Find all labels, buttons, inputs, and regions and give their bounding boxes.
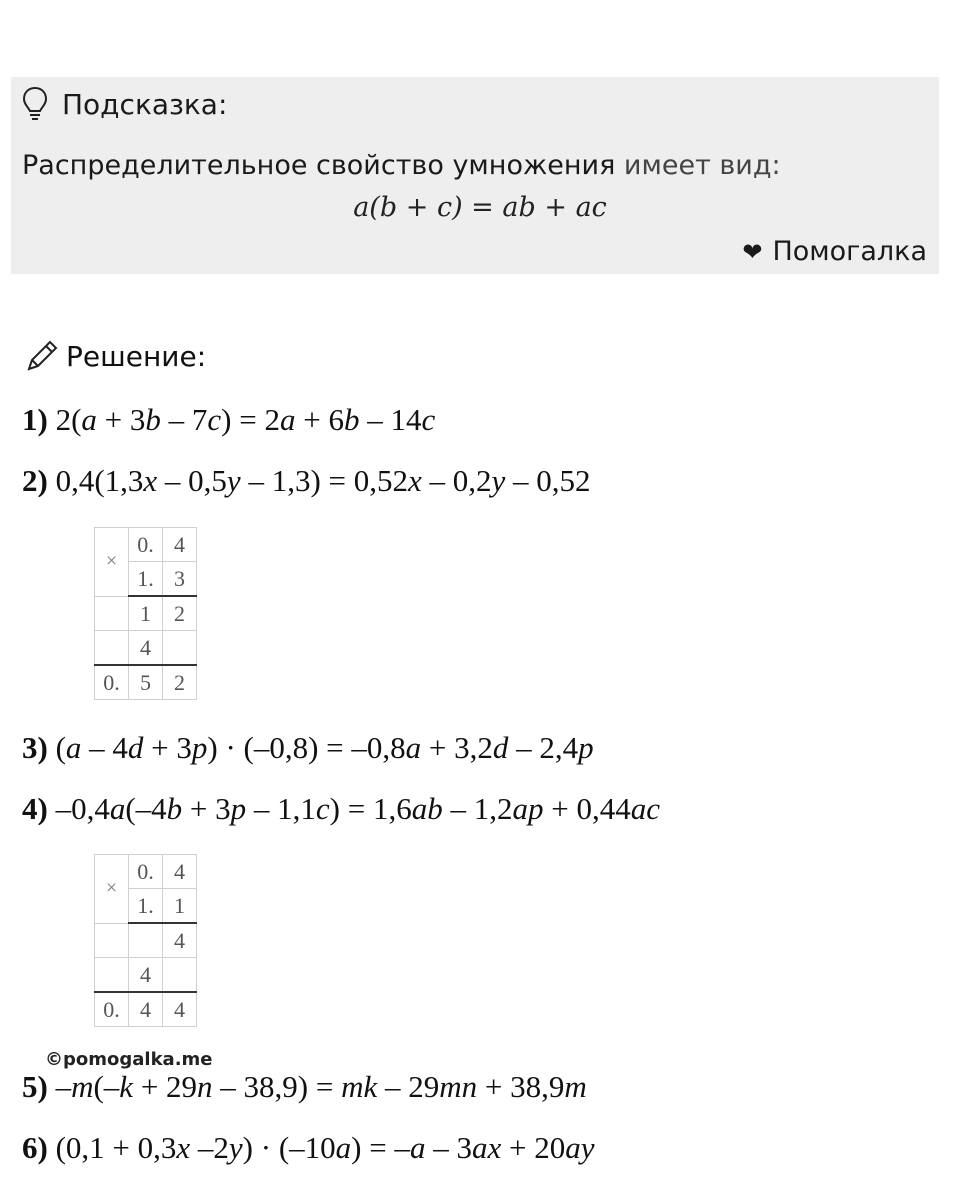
calc-cell (163, 631, 197, 666)
calc-cell: 4 (163, 992, 197, 1027)
heart-icon: ❤ (742, 237, 763, 266)
solution-title (24, 338, 206, 374)
item-expression: (a – 4d + 3p) · (–0,8) = –0,8a + 3,2d – 2,4p (55, 730, 594, 765)
calc-cell: 4 (129, 958, 163, 993)
calc-cell: 4 (163, 528, 197, 562)
distributive-formula: a(b + c) = ab + ac (353, 192, 607, 223)
solution-line-5 (22, 1069, 587, 1105)
calc-cell: 4 (129, 631, 163, 666)
calc-cell: 1. (129, 889, 163, 924)
item-number: 5) (22, 1069, 48, 1104)
brand-label: Помогалка (772, 236, 927, 267)
calc-cell: 5 (129, 665, 163, 700)
hint-text (22, 150, 781, 181)
item-number: 3) (22, 730, 48, 765)
hint-title (22, 84, 227, 124)
calc-cell: 1. (129, 562, 163, 597)
solution-line-2 (22, 463, 591, 499)
item-expression: (0,1 + 0,3x –2y) · (–10a) = –a – 3ax + 20ay (55, 1130, 595, 1165)
item-expression: –0,4a(–4b + 3p – 1,1c) = 1,6ab – 1,2ap + 0,44ac (55, 791, 660, 826)
hint-text-main: Распределительное свойство умножения (22, 150, 616, 181)
multiply-sign: × (95, 528, 129, 597)
calc-cell: 0. (95, 992, 129, 1027)
item-number: 2) (22, 463, 48, 498)
calc-cell (95, 631, 129, 666)
column-multiplication-2 (94, 854, 197, 1027)
solution-line-6 (22, 1130, 594, 1166)
calc-cell (95, 596, 129, 631)
calc-cell: 0. (95, 665, 129, 700)
calc-cell: 0. (129, 528, 163, 562)
solution-line-4 (22, 791, 660, 827)
item-expression: 0,4(1,3x – 0,5y – 1,3) = 0,52x – 0,2y – 0,52 (55, 463, 591, 498)
hint-title-text: Подсказка: (62, 87, 228, 121)
watermark: ©pomogalka.me (45, 1049, 213, 1070)
calc-cell: 3 (163, 562, 197, 597)
item-expression: 2(a + 3b – 7c) = 2a + 6b – 14c (55, 402, 436, 437)
column-multiplication-1 (94, 527, 197, 700)
brand (742, 236, 927, 267)
item-number: 1) (22, 402, 48, 437)
calc-cell (95, 923, 129, 958)
multiply-sign: × (95, 855, 129, 924)
item-number: 6) (22, 1130, 48, 1165)
calc-cell: 2 (163, 665, 197, 700)
calc-cell: 4 (129, 992, 163, 1027)
calc-cell: 1 (163, 889, 197, 924)
solution-line-3 (22, 730, 594, 766)
calc-cell (163, 958, 197, 993)
item-expression: –m(–k + 29n – 38,9) = mk – 29mn + 38,9m (55, 1069, 587, 1104)
calc-cell: 0. (129, 855, 163, 889)
calc-cell: 2 (163, 596, 197, 631)
item-number: 4) (22, 791, 48, 826)
pencil-icon (24, 338, 60, 374)
calc-cell (95, 958, 129, 993)
lightbulb-icon (22, 86, 48, 122)
calc-cell: 4 (163, 855, 197, 889)
calc-cell (129, 923, 163, 958)
calc-cell: 1 (129, 596, 163, 631)
solution-line-1 (22, 402, 435, 438)
solution-title-text: Решение: (66, 339, 207, 373)
hint-text-rest: имеет вид: (615, 150, 781, 181)
calc-cell: 4 (163, 923, 197, 958)
